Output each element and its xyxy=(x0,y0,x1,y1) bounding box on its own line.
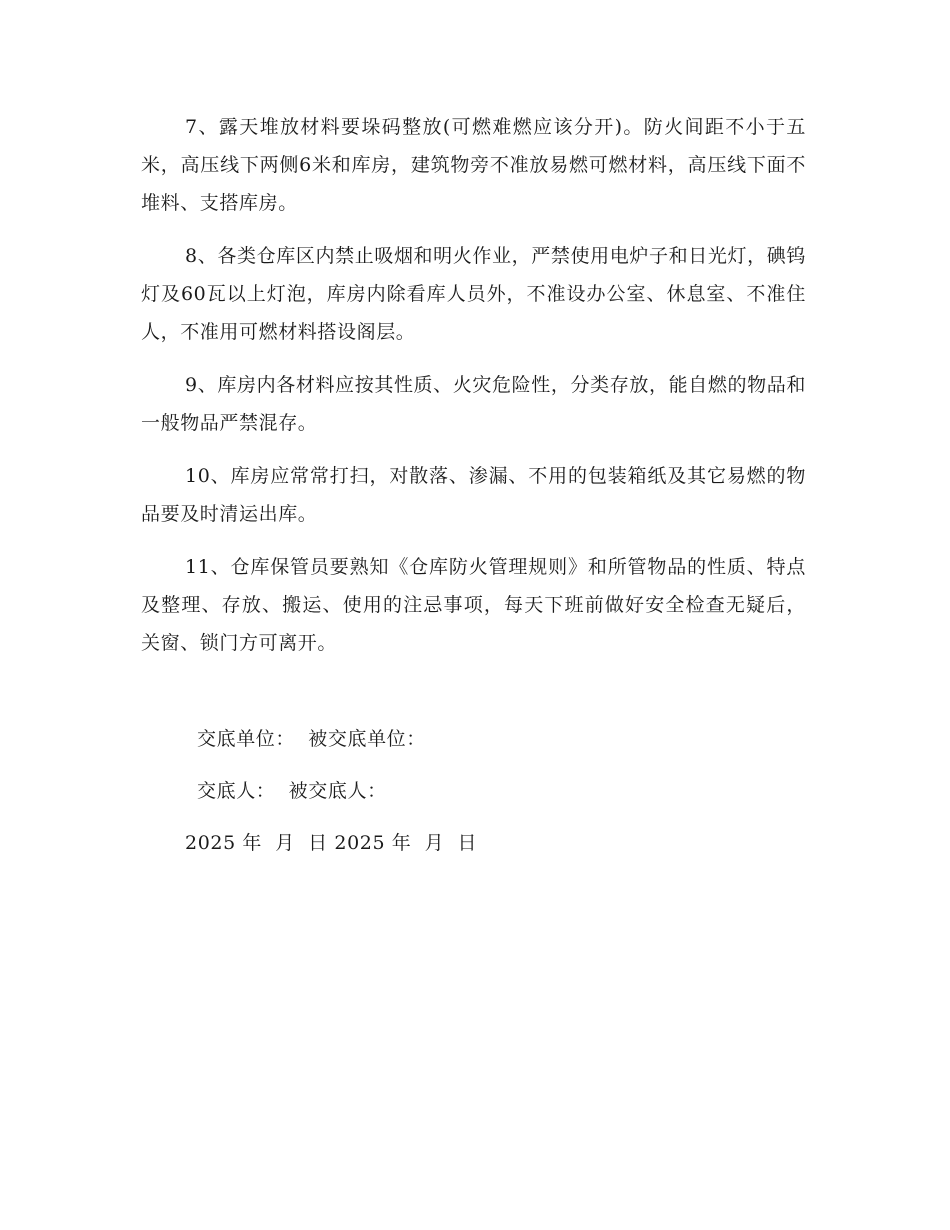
signature-date-line: 2025 年 月 日 2025 年 月 日 xyxy=(185,832,478,854)
signature-unit-line: 交底单位： 被交底单位： xyxy=(197,728,426,750)
signature-person-line: 交底人： 被交底人： xyxy=(197,780,387,802)
clause-11: 11、仓库保管员要熟知《仓库防火管理规则》和所管物品的性质、特点及整理、存放、搬运、使用的注忌事项，每天下班前做好安全检查无疑后，关窗、锁门方可离开。 xyxy=(141,556,806,654)
clause-9: 9、库房内各材料应按其性质、火灾危险性，分类存放，能自燃的物品和一般物品严禁混存。 xyxy=(141,374,806,434)
clause-10: 10、库房应常常打扫，对散落、渗漏、不用的包装箱纸及其它易燃的物品要及时清运出库。 xyxy=(141,465,806,525)
clause-8: 8、各类仓库区内禁止吸烟和明火作业，严禁使用电炉子和日光灯，碘钨灯及60瓦以上灯泡，库房内除看库人员外，不准设办公室、休息室、不准住人，不准用可燃材料搭设阁层。 xyxy=(141,245,806,343)
document-body xyxy=(141,108,806,677)
clause-7: 7、露天堆放材料要垛码整放(可燃难燃应该分开)。防火间距不小于五米，高压线下两侧6米和库房，建筑物旁不准放易燃可燃材料，高压线下面不堆料、支搭库房。 xyxy=(141,116,806,214)
